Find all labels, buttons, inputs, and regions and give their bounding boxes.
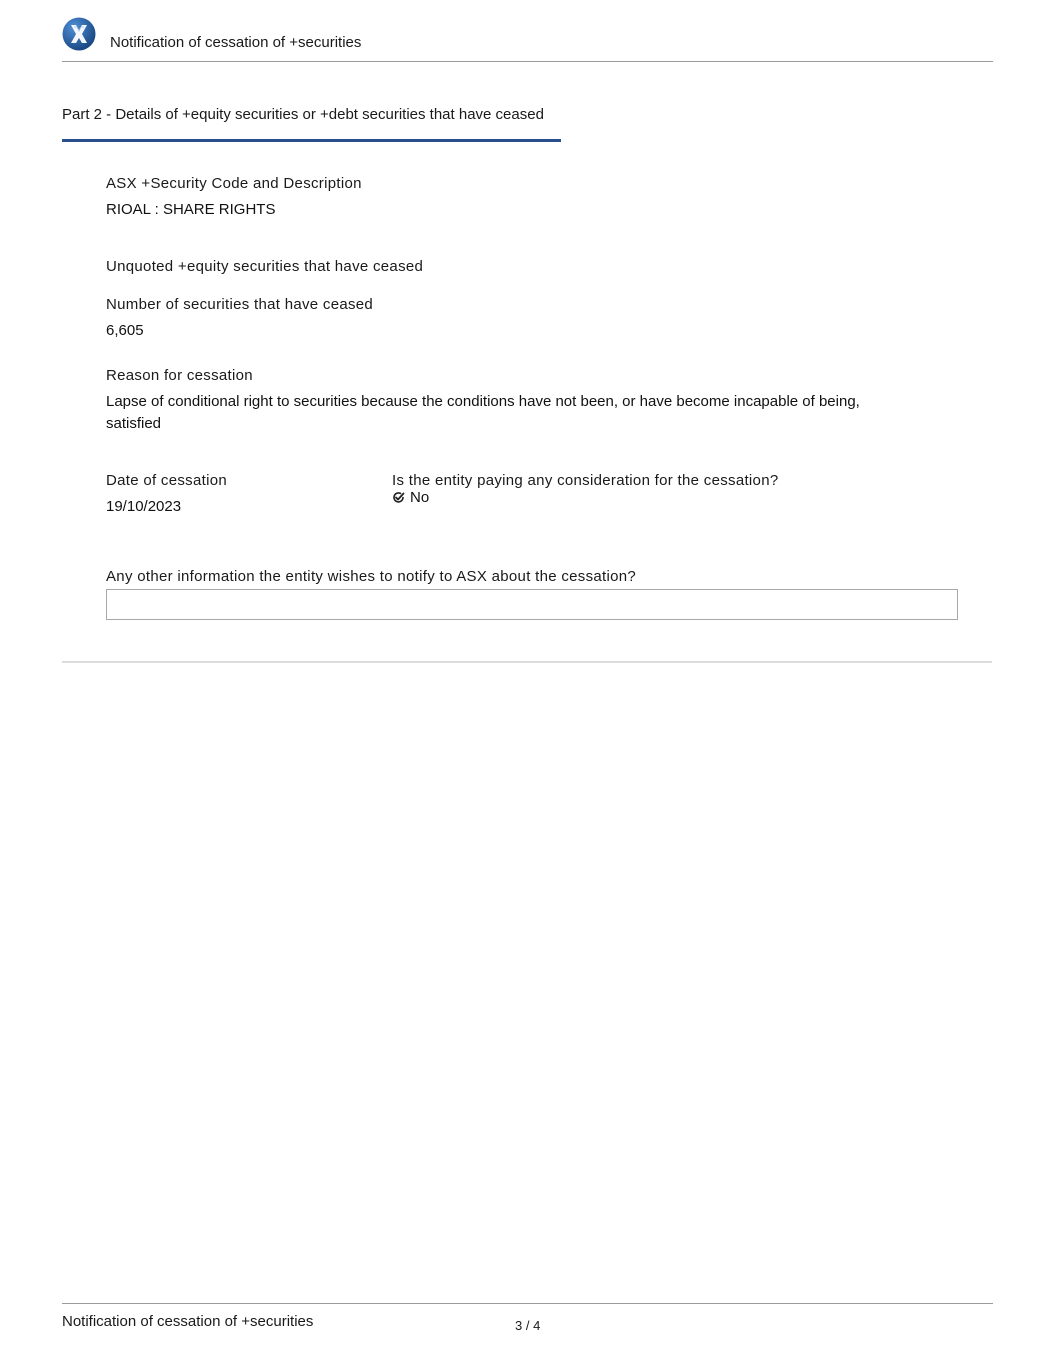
consideration-label: Is the entity paying any consideration for the cessation? <box>392 472 779 489</box>
page-number: 3 / 4 <box>515 1318 541 1333</box>
other-info-box <box>106 589 958 620</box>
checkbox-checked-icon <box>392 491 405 504</box>
security-code-label: ASX +Security Code and Description <box>106 175 362 192</box>
part-title: Part 2 - Details of +equity securities or +debt securities that have ceased <box>62 106 544 123</box>
part-title-underline <box>62 139 561 142</box>
header-divider <box>62 61 993 62</box>
number-label: Number of securities that have ceased <box>106 296 374 313</box>
number-value: 6,605 <box>106 322 144 339</box>
security-code-value: RIOAL : SHARE RIGHTS <box>106 201 276 218</box>
other-info-label: Any other information the entity wishes to notify to ASX about the cessation? <box>106 568 637 585</box>
footer-divider <box>62 1303 993 1304</box>
reason-value: Lapse of conditional right to securities because the conditions have not been, or have become incapable of being, satisfied <box>106 393 860 432</box>
header-title: Notification of cessation of +securities <box>110 34 362 51</box>
consideration-answer <box>392 489 429 506</box>
date-value: 19/10/2023 <box>106 498 182 515</box>
footer-title: Notification of cessation of +securities <box>62 1313 314 1330</box>
consideration-value: No <box>410 489 430 506</box>
reason-label: Reason for cessation <box>106 367 253 384</box>
date-label: Date of cessation <box>106 472 227 489</box>
section-divider <box>62 661 992 663</box>
asx-logo-icon <box>62 17 96 51</box>
unquoted-heading: Unquoted +equity securities that have ceased <box>106 258 424 275</box>
